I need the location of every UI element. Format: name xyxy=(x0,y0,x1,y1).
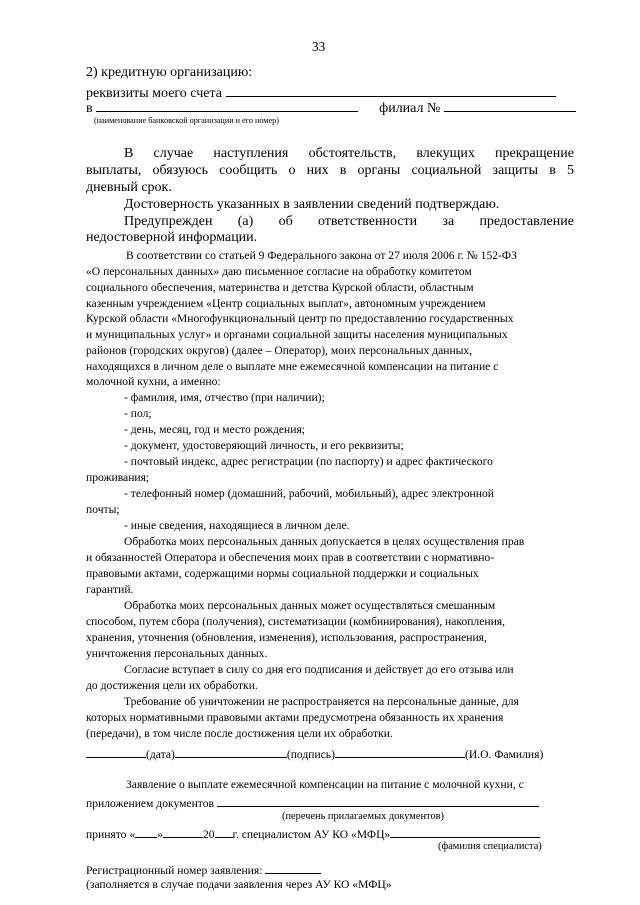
list-item: - почтовый индекс, адрес регистрации (по паспорту) и адрес фактического xyxy=(124,455,493,468)
branch-number-field[interactable] xyxy=(444,100,576,112)
consent-line-2: «О персональных данных» даю письменное согласие на обработку комитетом xyxy=(86,265,472,278)
validity-p: до достижения цели их обработки. xyxy=(86,679,258,692)
signature-field[interactable] xyxy=(175,746,287,758)
notice-p1-line2: выплаты, обязуюсь сообщить о них в органы социальной защиты в 5 xyxy=(86,163,574,178)
reg-number-field[interactable] xyxy=(265,862,321,874)
date-field[interactable] xyxy=(86,746,146,758)
accept-day-field[interactable] xyxy=(135,826,157,838)
accepted-row: принято « » 20 г. специалистом АУ КО «МФЦ» xyxy=(86,826,540,841)
processing-p2: Обработка моих персональных данных может осуществляться смешанным xyxy=(124,599,496,612)
consent-line-8: находящихся в личном деле о выплате мне ежемесячной компенсации на питание с xyxy=(86,360,499,373)
processing-p2: хранения, уточнения (обновления, изменения), использования, распространения, xyxy=(86,631,487,644)
notice-p1-line1: В случае наступления обстоятельств, влекущих прекращение xyxy=(124,146,574,161)
list-item: - телефонный номер (домашний, рабочий, мобильный), адрес электронной xyxy=(124,487,494,500)
credit-org-heading: 2) кредитную организацию: xyxy=(86,65,253,80)
acceptance-line-2: приложением документов xyxy=(86,795,539,810)
accept-month-field[interactable] xyxy=(163,826,203,838)
bank-name-field[interactable] xyxy=(96,100,358,112)
processing-p1: Обработка моих персональных данных допускается в целях осуществления прав xyxy=(124,535,525,548)
list-item: - пол; xyxy=(124,407,152,420)
notice-p1-line3: дневный срок. xyxy=(86,180,172,195)
notice-p2: Достоверность указанных в заявлении сведений подтверждаю. xyxy=(124,197,500,212)
list-item-cont: почты; xyxy=(86,503,120,516)
account-field[interactable] xyxy=(226,85,556,97)
destruction-p: которых нормативными правовыми актами предусмотрена обязанность их хранения xyxy=(86,711,504,724)
processing-p1: правовыми актами, содержащими нормы социальной поддержки и социальных xyxy=(86,567,479,580)
accept-year-field[interactable] xyxy=(215,826,233,838)
notice-p3-line1: Предупрежден (а) об ответственности за предоставление xyxy=(124,214,574,229)
list-item: - документ, удостоверяющий личность, и его реквизиты; xyxy=(124,439,404,452)
processing-p1: гарантий. xyxy=(86,583,134,596)
consent-line-3: социального обеспечения, материнства и детства Курской области, областным xyxy=(86,281,474,294)
destruction-p: (передачи), в том числе после достижения цели их обработки. xyxy=(86,727,393,740)
page-number: 33 xyxy=(312,39,326,54)
consent-line-6: и муниципальных услуг» и органами социальной защиты населения муниципальных xyxy=(86,328,508,341)
bank-row: в филиал № xyxy=(86,100,576,116)
specialist-caption: (фамилия специалиста) xyxy=(438,841,542,852)
bank-caption: (наименование банковской организации и его номер) xyxy=(94,116,279,125)
reg-number-row: Регистрационный номер заявления: xyxy=(86,862,321,877)
list-item: - фамилия, имя, отчество (при наличии); xyxy=(124,391,325,404)
name-field[interactable] xyxy=(335,746,465,758)
destruction-p: Требование об уничтожении не распространяется на персональные данные, для xyxy=(124,695,519,708)
consent-line-9: молочной кухни, а именно: xyxy=(86,375,221,388)
specialist-field[interactable] xyxy=(390,826,540,838)
date-caption: (дата) xyxy=(146,748,175,761)
processing-p1: и обязанностей Оператора и обеспечения моих прав в соответствии с нормативно- xyxy=(86,551,495,564)
acceptance-line-1: Заявление о выплате ежемесячной компенсации на питание с молочной кухни, с xyxy=(126,778,524,791)
consent-line-5: Курской области «Многофункциональный центр по предоставлению государственных xyxy=(86,312,514,325)
documents-list-field[interactable] xyxy=(217,795,539,807)
account-label: реквизиты моего счета xyxy=(86,85,556,101)
consent-line-1: В соответствии со статьей 9 Федерального закона от 27 июля 2006 г. № 152-ФЗ xyxy=(126,249,517,262)
processing-p2: уничтожения персональных данных. xyxy=(86,647,268,660)
name-caption: (И.О. Фамилия) xyxy=(464,748,544,761)
notice-p3-line2: недостоверной информации. xyxy=(86,230,258,245)
validity-p: Согласие вступает в силу со дня его подписания и действует до его отзыва или xyxy=(124,663,514,676)
signature-caption: (подпись) xyxy=(286,748,335,761)
consent-line-4: казенным учреждением «Центр социальных выплат», автономным учреждением xyxy=(86,297,486,310)
processing-p2: способом, путем сбора (получения), систематизации (комбинирования), накопления, xyxy=(86,615,506,628)
list-item-cont: проживания; xyxy=(86,471,150,484)
reg-note: (заполняется в случае подачи заявления через АУ КО «МФЦ» xyxy=(86,878,392,891)
consent-line-7: районов (городских округов) (далее – Оператор), моих персональных данных, xyxy=(86,344,473,357)
documents-caption: (перечень прилагаемых документов) xyxy=(282,811,445,822)
list-item: - иные сведения, находящиеся в личном деле. xyxy=(124,519,350,532)
signature-row xyxy=(86,746,543,761)
list-item: - день, месяц, год и место рождения; xyxy=(124,423,306,436)
